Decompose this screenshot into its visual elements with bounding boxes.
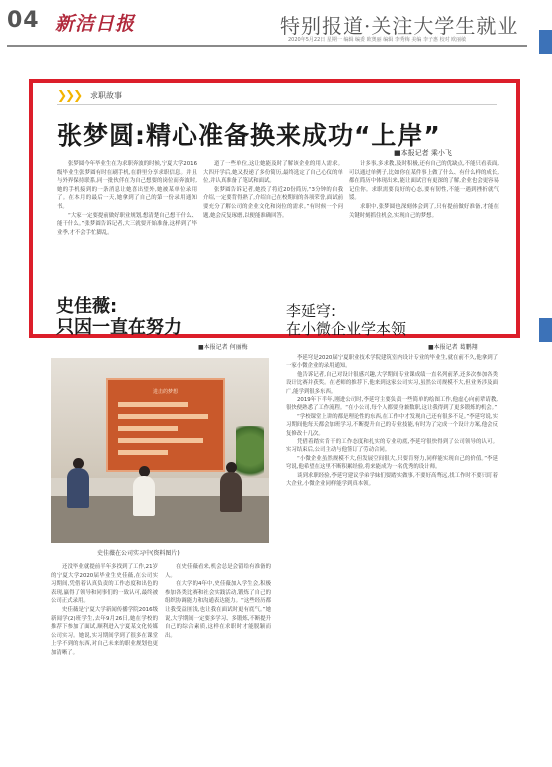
- slide-bar: [118, 402, 188, 407]
- paragraph: 求职中,张梦圆也深刻体会到了,只有提前做好准备,才能在关键时刻抓住机会,实现自己的梦想。: [349, 203, 499, 219]
- header-divider: [7, 45, 527, 47]
- photo-caption: 史佳薇在公司实习中(资料图片): [97, 550, 180, 557]
- section-title: 特别报道·关注大学生就业: [280, 14, 519, 38]
- right-article-headline[interactable]: [286, 302, 496, 338]
- person: [133, 476, 155, 516]
- paragraph: 张梦圆今年毕业生在为求职奔波的时候,宁夏大学2016级毕业生张梦圆有时在刷手机,在群里分享求职信息。并且与外界保持联系,同一批伙伴在为自己想要的岗位而奔波时,她的手机接到的一条消息让她喜出望外,她被某单位录用了。在本月的最后一天,她拿到了自己的第一份录用通知书。: [57, 161, 197, 210]
- paragraph: 在史佳薇看来,机会总是会留给有准备的人。: [165, 564, 271, 579]
- paragraph: “大家一定要提前做好职业规划,想清楚自己想干什么、能干什么。”张梦圆告诉记者,大三就要开始准备,这样到了毕业季,才不会手忙脚乱。: [57, 212, 197, 236]
- paragraph: “小微企业虽然规模不大,但发展空间很大,只要肯努力,同样能实现自己的价值。”李延穹说,他希望在这里不断积累经验,将来能成为一名优秀的设计师。: [286, 455, 498, 471]
- header-meta: 2020年5月22日 星期一 编辑 编委 欧奥丽 编辑 李秀梅 美编 李子惠 校对 欧丽敏: [288, 37, 467, 43]
- paragraph: 计多事,多求教,及时积极,还有自己的优缺点,不能只看表面,可以通过单例子,比如你在某件事上做了什么、有什么样的成长,都在简历中体现出来,能让面试官有更深的了解,企业也会更容易记住你。求职需要良好的心态,要有韧性,不能一遇到挫折就气馁。: [349, 161, 499, 202]
- left-article-headline[interactable]: [56, 296, 256, 338]
- paragraph: 还没毕业就提前半年多找到了工作,21岁的宁夏大学2020届毕业生史佳薇,在公司实习期间,凭借着认真负责的工作态度和出色的表现,赢得了领导和同事们的一致认可,最终被公司正式录用。: [51, 564, 158, 605]
- paragraph: 李延穹是2020届宁夏职业技术学院建筑室内设计专业的毕业生,就在前不久,他拿到了一家小微企业的录用通知。: [286, 355, 498, 370]
- slide-bar: [118, 450, 168, 455]
- slide-bar: [118, 426, 178, 431]
- paragraph: 史佳薇是宁夏大学新闻传播学院2016级新闻学(2)班学生,去年9月26日,她在学校的推荐下参加了面试,顺利进入宁夏某文化传媒公司实习。她说,实习期间学到了很多在课堂上学不到的东西,对自己未来的职业规划也更加清晰了。: [51, 606, 158, 656]
- article-photo: [51, 358, 269, 543]
- slide-bar: [118, 414, 208, 419]
- paragraph: 在大学的4年中,史佳薇加入学生会,积极参加各类比赛和社会实践活动,锻炼了自己的组织协调能力和沟通表达能力。“这些经历都让我受益匪浅,也让我在面试时更有底气。”她说,大学期间一定要多学习、多锻炼,不断提升自己的综合素质,这样在求职时才能脱颖而出。: [165, 581, 271, 639]
- slide-bar: [118, 438, 203, 443]
- feature-column-3: [349, 160, 499, 286]
- feature-byline: ■本报记者 乘小飞: [394, 149, 452, 157]
- kicker-divider: [57, 104, 497, 105]
- right-headline-line-1: 李延穹:: [286, 302, 337, 320]
- feature-column-1: [57, 160, 197, 286]
- left-article-column-2: [165, 563, 271, 761]
- right-headline-line-2: 在小微企业学本领: [286, 320, 407, 338]
- page-number: 04: [7, 8, 40, 33]
- paragraph: 张梦圆告诉记者,她投了将近20份简历,“3分钟的自我介绍,一定要背得熟了,介绍自己在校期间的各项荣誉,面试前要充分了解公司的企业文化和岗位的需求。”有时候一个问题,她会反复琢磨,以便能准确回答。: [203, 186, 343, 219]
- person: [220, 472, 242, 512]
- left-article-byline: ■本报记者 何丽梅: [198, 344, 248, 351]
- paragraph: 凭借着踏实肯干的工作态度和扎实的专业功底,李延穹很快得到了公司领导的认可。实习结束后,公司主动与他签订了劳动合同。: [286, 439, 498, 454]
- paragraph: 道了一些单位,这让她能及时了解该企业的用人需求。大四开学后,她又投递了多份简历,最终选定了自己心仪的单位,并认真准备了笔试和面试。: [203, 161, 343, 185]
- right-article-byline: ■本报记者 葛鹏翔: [428, 344, 478, 351]
- feature-kicker: 求职故事: [90, 91, 122, 100]
- presentation-screen: [106, 378, 225, 472]
- newspaper-masthead-logo: 新洁日报: [55, 13, 136, 35]
- blue-page-tab-top: [539, 30, 552, 54]
- feature-headline[interactable]: 张梦圆:精心准备换来成功“上岸”: [57, 121, 441, 150]
- paragraph: 谈到求职经验,李延穹建议学弟学妹们要踏实做事,不要好高骛远,找工作时不要只盯着大企业,小微企业同样能学到真本领。: [286, 472, 498, 488]
- person: [67, 468, 89, 508]
- blue-page-tab-middle: [539, 318, 552, 342]
- paragraph: “学校课堂上讲的都是理论性的东西,在工作中才发现自己还有很多不足。”李延穹说,实习期间他每天都会加班学习,不断提升自己的专业技能,有时为了完成一个设计方案,他会反复修改十几次。: [286, 413, 498, 437]
- slide-title: 进击的梦想: [152, 389, 178, 395]
- paragraph: 2019年下半年,刚进公司时,李延穹主要负责一些简单的绘图工作,他虚心向前辈请教,很快便熟悉了工作流程。“在小公司,每个人都要身兼数职,这让我得到了更多锻炼的机会。”: [286, 397, 498, 412]
- kicker-arrows-icon: ❯❯❯: [57, 88, 82, 102]
- left-headline-line-1: 史佳薇:: [56, 296, 118, 317]
- paragraph: 他告诉记者,自己对设计很感兴趣,大学期间专业课成绩一直名列前茅,还多次参加各类设计比赛并获奖。在老师的推荐下,他来到这家公司实习,虽然公司规模不大,但业务涉及面广,能学到很多东西。: [286, 371, 498, 395]
- right-article-body: [286, 354, 498, 761]
- left-article-column-1: [51, 563, 158, 761]
- feature-column-2: [203, 160, 343, 286]
- left-headline-line-2: 只因一直在努力: [56, 317, 182, 338]
